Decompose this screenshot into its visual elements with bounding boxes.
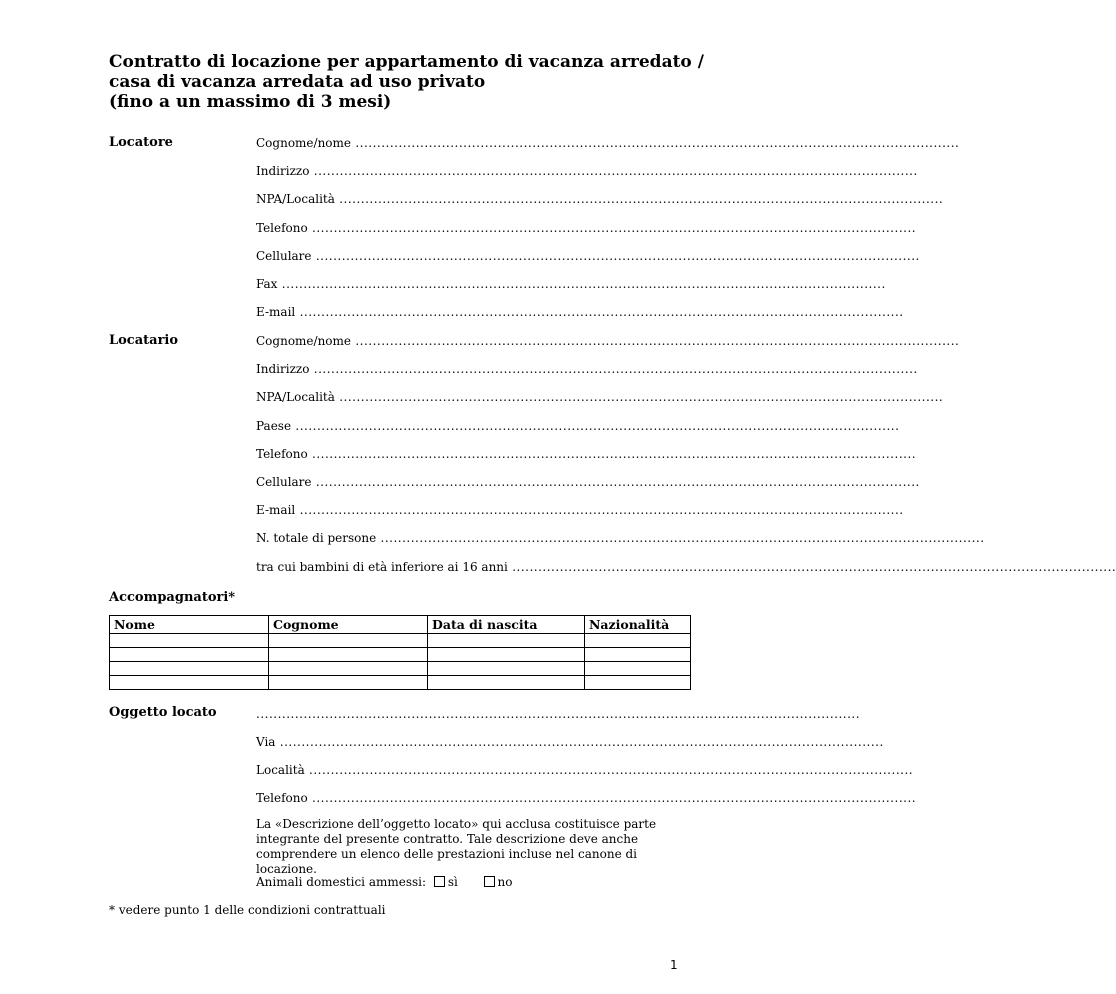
table-cell[interactable] [585,662,691,676]
locatore-field-dots: ............................................................................................................................................ [295,305,904,320]
locatario-field[interactable] [256,389,944,405]
oggetto-field-dots: ............................................................................................................................................ [256,707,861,721]
locatore-field[interactable] [256,304,904,320]
locatore-field-dots: ............................................................................................................................................ [309,164,918,179]
locatario-field-dots: ............................................................................................................................................ [311,475,920,489]
oggetto-field[interactable] [256,762,914,778]
pets-yes-label: sì [447,875,458,889]
header-cognome: Cognome [269,616,428,634]
pets-no-checkbox[interactable] [484,876,495,887]
locatore-field-label: Fax [256,277,278,291]
locatario-field-dots: ............................................................................................................................................ [334,390,944,405]
locatario-label: Locatario [109,333,179,348]
oggetto-field-dots: ............................................................................................................................................ [304,763,914,777]
locatore-field[interactable] [256,135,960,151]
oggetto-field[interactable] [256,734,884,750]
oggetto-description: La «Descrizione dell’oggetto locato» qui acclusa costituisce parte integrante del presente contratto. Tale descrizione deve anche comprendere un elenco delle prestazioni incluse nel canone di locazione. [256,817,657,876]
locatario-field[interactable] [256,418,900,434]
header-data-nascita: Data di nascita [428,616,585,634]
locatario-field[interactable] [256,530,985,546]
table-row [110,676,691,690]
table-cell[interactable] [269,676,428,690]
locatario-field-dots: ............................................................................................................................................ [376,531,985,546]
pets-row [256,875,512,889]
locatore-field[interactable] [256,276,886,292]
oggetto-field[interactable] [256,706,861,722]
locatario-field[interactable] [256,502,904,518]
oggetto-field-label: Località [256,763,305,777]
locatario-field-dots: ............................................................................................................................................ [507,559,1116,574]
locatario-field-label: tra cui bambini di età inferiore ai 16 anni [256,559,508,574]
locatore-field-label: Indirizzo [256,164,310,179]
locatore-field-label: NPA/Località [256,192,335,207]
locatario-field-label: Paese [256,418,292,433]
table-cell[interactable] [269,634,428,648]
table-cell[interactable] [110,634,269,648]
table-cell[interactable] [585,676,691,690]
table-row [110,648,691,662]
table-cell[interactable] [110,676,269,690]
locatario-field-dots: ............................................................................................................................................ [295,503,904,518]
table-cell[interactable] [110,648,269,662]
oggetto-field-label: Via [256,735,276,749]
table-cell[interactable] [585,648,691,662]
header-nome: Nome [110,616,269,634]
locatore-field[interactable] [256,220,917,236]
document-title [109,52,709,112]
locatario-field-label: Cellulare [256,475,312,489]
locatore-field[interactable] [256,191,944,207]
table-cell[interactable] [269,662,428,676]
locatario-field-label: NPA/Località [256,390,335,405]
oggetto-field-dots: ............................................................................................................................................ [307,791,917,805]
table-header-row [110,616,691,634]
page-number: 1 [670,958,678,972]
oggetto-field-label: Telefono [256,791,308,805]
locatario-field-label: E-mail [256,503,296,518]
locatario-field-dots: ............................................................................................................................................ [309,362,918,377]
title-line-2: casa di vacanza arredata ad uso privato [109,72,486,92]
locatore-field-dots: ............................................................................................................................................ [351,136,960,150]
locatore-field-label: Cellulare [256,248,312,263]
footnote: * vedere punto 1 delle condizioni contrattuali [109,903,386,917]
oggetto-label: Oggetto locato [109,705,217,720]
table-cell[interactable] [585,634,691,648]
locatore-field-label: Telefono [256,220,308,235]
oggetto-field-dots: ............................................................................................................................................ [275,735,884,749]
locatore-field-label: Cognome/nome [256,136,351,150]
table-row [110,634,691,648]
locatario-field[interactable] [256,474,920,490]
table-row [110,662,691,676]
locatario-field-label: Cognome/nome [256,334,351,348]
locatore-field-dots: ............................................................................................................................................ [334,192,944,207]
locatore-field-dots: ............................................................................................................................................ [307,220,917,235]
locatore-field-label: E-mail [256,305,296,320]
locatario-field-dots: ............................................................................................................................................ [351,334,960,348]
locatario-field-dots: ............................................................................................................................................ [307,446,917,461]
locatore-field-dots: ............................................................................................................................................ [277,277,886,291]
locatario-field-dots: ............................................................................................................................................ [291,418,900,433]
table-cell[interactable] [428,634,585,648]
table-cell[interactable] [428,676,585,690]
table-cell[interactable] [110,662,269,676]
title-line-3: (fino a un massimo di 3 mesi) [109,92,392,112]
locatario-field[interactable] [256,559,1116,575]
pets-label: Animali domestici ammessi: [256,875,427,889]
locatario-field[interactable] [256,361,918,377]
locatore-field-dots: ............................................................................................................................................ [311,248,920,263]
locatore-field[interactable] [256,248,920,264]
locatario-field-label: N. totale di persone [256,531,377,546]
table-cell[interactable] [269,648,428,662]
locatario-field[interactable] [256,333,960,349]
accompagnatori-table [109,615,691,690]
locatore-field[interactable] [256,163,918,179]
locatario-field[interactable] [256,446,917,462]
locatore-label: Locatore [109,135,173,150]
pets-no-label: no [497,875,513,889]
locatario-field-label: Telefono [256,446,308,461]
pets-yes-checkbox[interactable] [434,876,445,887]
accompagnatori-label: Accompagnatori* [109,590,236,605]
table-cell[interactable] [428,648,585,662]
oggetto-field[interactable] [256,790,917,806]
title-line-1: Contratto di locazione per appartamento di vacanza arredato / [109,52,704,72]
locatario-field-label: Indirizzo [256,362,310,377]
table-cell[interactable] [428,662,585,676]
header-nazionalita: Nazionalità [585,616,691,634]
